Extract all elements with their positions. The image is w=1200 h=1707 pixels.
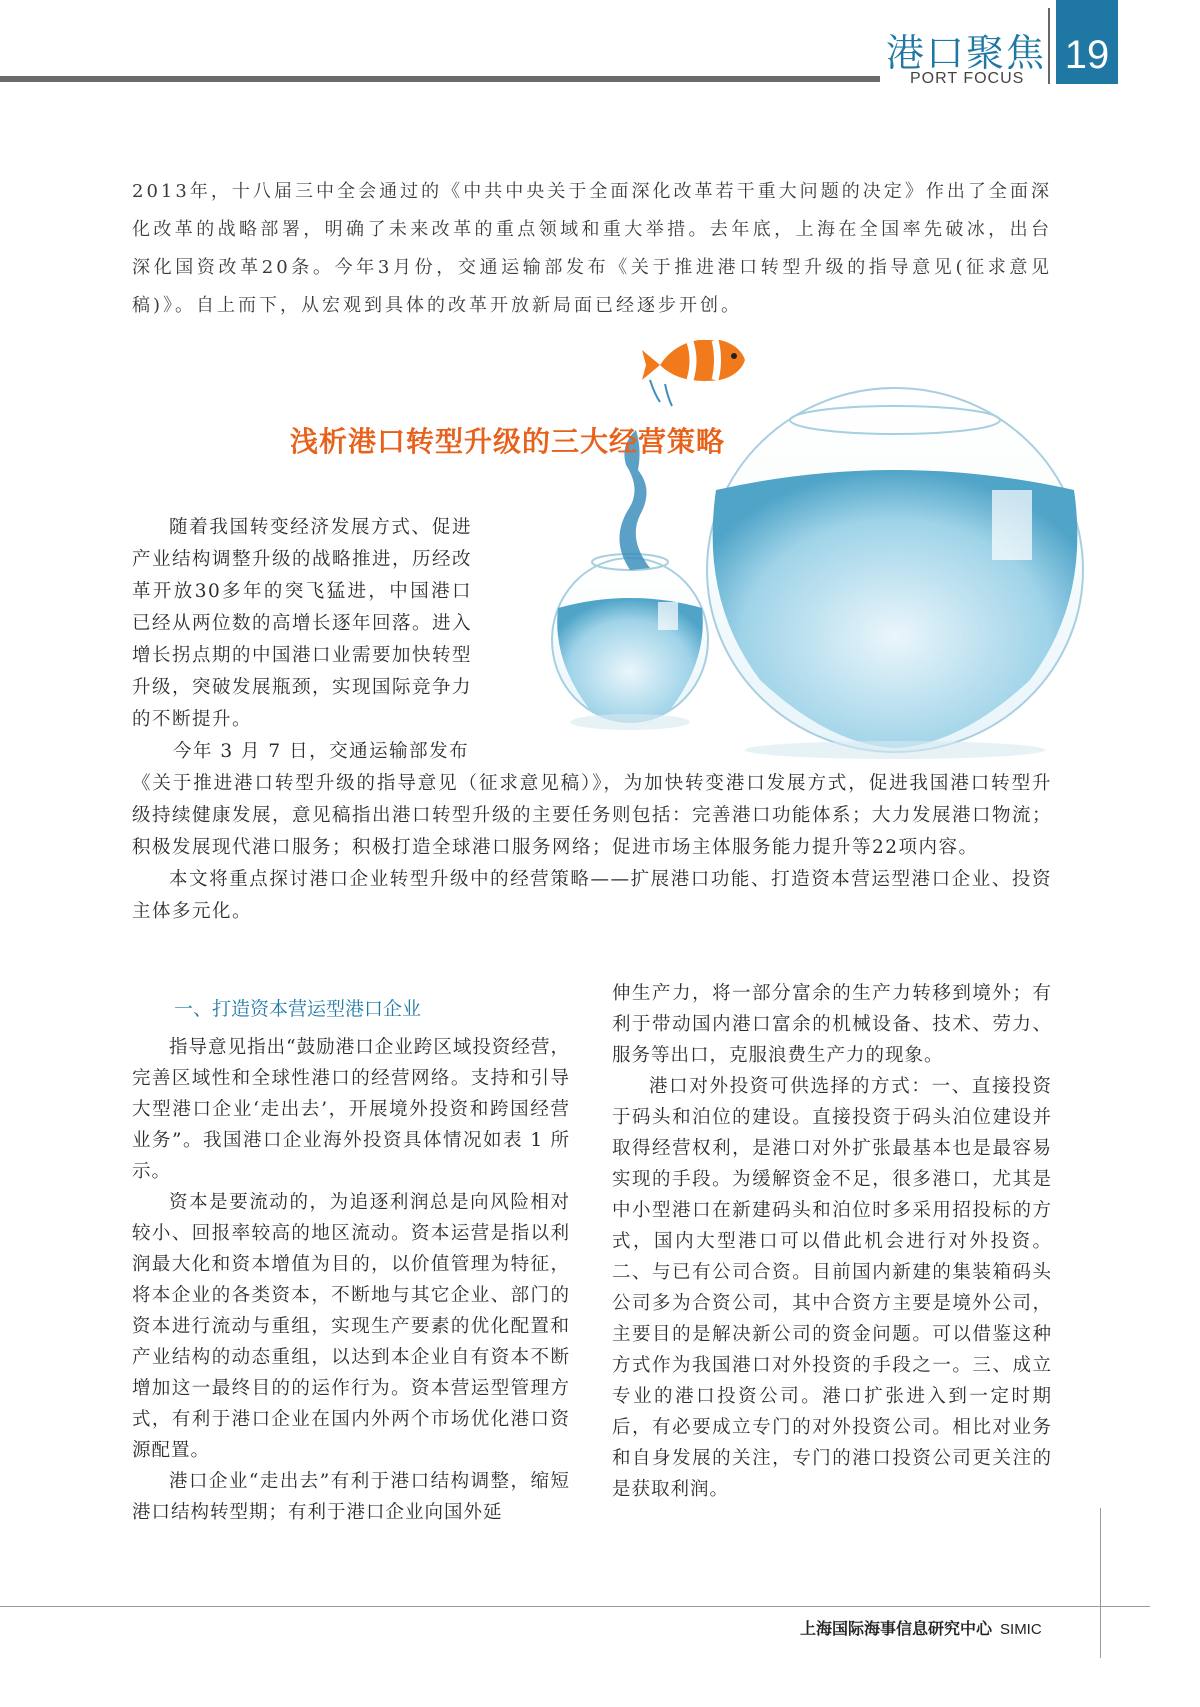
lead-paragraph-2-rest: 《关于推进港口转型升级的指导意见（征求意见稿）》，为加快转变港口发展方式，促进我国港口转型升级持续健康发展，意见稿指出港口转型升级的主要任务则包括：完善港口功能体系；大力发展港口物流；积极发展现代港口服务；积极打造全球港口服务网络；促进市场主体服务能力提升等22项内容。 (132, 773, 1053, 858)
intro-paragraph: 2013年，十八届三中全会通过的《中共中央关于全面深化改革若干重大问题的决定》作出了全面深化改革的战略部署，明确了未来改革的重点领域和重大举措。去年底，上海在全国率先破冰，出台深化国资改革20条。今年3月份，交通运输部发布《关于推进港口转型升级的指导意见(征求意见稿)》。自上而下，从宏观到具体的改革开放新局面已经逐步开创。 (132, 181, 1052, 316)
section-title: 港口聚焦 (886, 31, 1047, 75)
clownfish-icon (642, 340, 745, 406)
footer-org-abbr: SIMIC (1000, 1621, 1042, 1638)
footer-vertical-rule (1100, 1508, 1101, 1658)
fishbowl-illustration (530, 340, 1090, 760)
footer-org-name: 上海国际海事信息研究中心 (800, 1619, 993, 1638)
body-paragraph: 指导意见指出“鼓励港口企业跨区域投资经营，完善区域性和全球性港口的经营网络。支持和引导大型港口企业‘走出去’，开展境外投资和跨国经营业务”。我国港口企业海外投资具体情况如表 1 所示。 (132, 1037, 570, 1182)
body-paragraph: 港口对外投资可供选择的方式：一、直接投资于码头和泊位的建设。直接投资于码头泊位建设并取得经营权利，是港口对外扩张最基本也是最容易实现的手段。为缓解资金不足，很多港口，尤其是中小型港口在新建码头和泊位时多采用招投标的方式，国内大型港口可以借此机会进行对外投资。二、与已有公司合资。目前国内新建的集装箱码头公司多为合资公司，其中合资方主要是境外公司，主要目的是解决新公司的资金问题。可以借鉴这种方式作为我国港口对外投资的手段之一。三、成立专业的港口投资公司。港口扩张进入到一定时期后，有必要成立专门的对外投资公司。相比对业务和自身发展的关注，专门的港口投资公司更关注的是获取利润。 (612, 1076, 1052, 1500)
left-column (132, 1032, 570, 1528)
page-number: 19 (1056, 0, 1118, 84)
lead-paragraph-2-first-line: 今年 3 月 7 日，交通运输部发布 (173, 741, 470, 762)
body-paragraph: 港口企业“走出去”有利于港口结构调整，缩短港口结构转型期；有利于港口企业向国外延 (132, 1471, 570, 1523)
body-paragraph: 伸生产力，将一部分富余的生产力转移到境外；有利于带动国内港口富余的机械设备、技术、劳力、服务等出口，克服浪费生产力的现象。 (612, 983, 1052, 1066)
section-heading: 一、打造资本营运型港口企业 (174, 998, 422, 1020)
small-fishbowl (552, 554, 708, 730)
header-rule (0, 76, 880, 82)
footer-organization (800, 1616, 1090, 1639)
right-column (612, 978, 1052, 1505)
lead-paragraph-3: 本文将重点探讨港口企业转型升级中的经营策略——扩展港口功能、打造资本营运型港口企业、投资主体多元化。 (132, 869, 1052, 922)
body-paragraph: 资本是要流动的，为追逐利润总是向风险相对较小、回报率较高的地区流动。资本运营是指以利润最大化和资本增值为目的，以价值管理为特征，将本企业的各类资本，不断地与其它企业、部门的资本进行流动与重组，实现生产要素的优化配置和产业结构的动态重组，以达到本企业自有资本不断增加这一最终目的的运作行为。资本营运型管理方式，有利于港口企业在国内外两个市场优化港口资源配置。 (132, 1192, 570, 1461)
lead-paragraph-2 (132, 736, 1052, 864)
article-title: 浅析港口转型升级的三大经营策略 (290, 425, 726, 458)
footer-rule (0, 1606, 1150, 1607)
header-divider (1048, 8, 1050, 84)
lead-paragraph-1: 随着我国转变经济发展方式、促进产业结构调整升级的战略推进，历经改革开放30多年的突飞猛进，中国港口已经从两位数的高增长逐年回落。进入增长拐点期的中国港口业需要加快转型升级，突破发展瓶颈，实现国际竞争力的不断提升。 (132, 517, 473, 730)
section-subtitle: PORT FOCUS (910, 70, 1025, 87)
